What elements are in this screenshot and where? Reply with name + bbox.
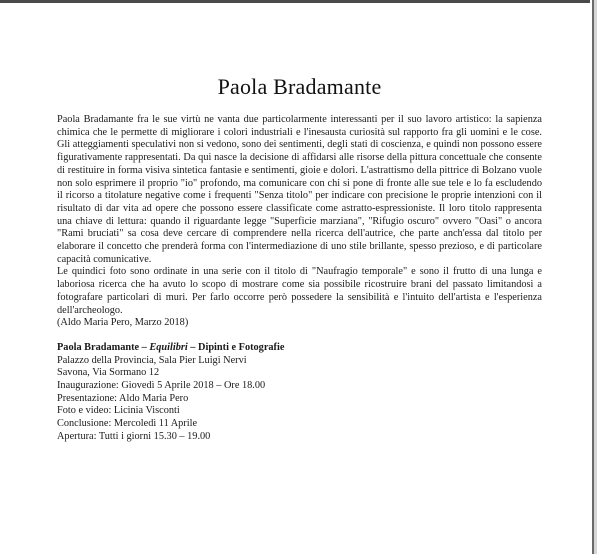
event-venue: Palazzo della Provincia, Sala Pier Luigi Nervi [57,354,247,366]
event-info [57,342,542,444]
page-top-border [0,0,590,3]
document-body [57,74,542,444]
event-work-title: Equilibri [149,341,188,353]
paragraph-1: Paola Bradamante fra le sue virtù ne vanta due particolarmente interessanti per il suo lavoro artistico: la sapienza chimica che le permette di migliorare i colori industriali e l'inesausta curiosità sul rapporto fra gli uomini e le cose. Gli atteggiamenti speculativi non si vedono, sono dei sentimenti, degli stati di coscienza, e quindi non possono essere figurativamente rappresentati. Da qui nasce la decisione di affidarsi alle risorse della pittura concettuale che consente di restituire in forma visiva sintetica fantasie e sentimenti, gioie e dolori. L'astrattismo della pittrice di Bolzano vuole non solo esprimere il proprio "io" profondo, ma comunicare con chi si pone di fronte alle sue tele e lo fa escludendo il ricorso a titolature negative come i frequenti "Senza titolo" per indicare con precisione le proprie intenzioni con il risultato di dar vita ad opere che possono essere classificate come astratto-espressioniste. Il loro titolo rappresenta una chiave di lettura: quando il riguardante legge "Superficie marziana", "Rifugio oscuro" ovvero "Oasi" o ancora "Rami bruciati" sa cosa deve cercare di comprendere nella ricerca dell'autrice, che parte anch'essa dal titolo per elaborare il concetto che prenderà forma con l'intermediazione di uno stile brillante, spesso prezioso, e di particolare capacità comunicative. [57,114,542,265]
body-text [57,114,542,317]
event-hours: Apertura: Tutti i giorni 15.30 – 19.00 [57,430,211,442]
author-credit: (Aldo Maria Pero, Marzo 2018) [57,317,189,329]
document-title: Paola Bradamante [217,74,382,99]
event-photo-video: Foto e video: Licinia Visconti [57,405,180,417]
event-closing: Conclusione: Mercoledì 11 Aprile [57,418,198,430]
event-subtitle: – Dipinti e Fotografie [187,341,285,353]
event-title [57,342,542,355]
paragraph-2: Le quindici foto sono ordinate in una serie con il titolo di "Naufragio temporale" e sono il frutto di una lunga e laboriosa ricerca che ha avuto lo scopo di mostrare come sia possibile ricostruire brani del passato limitandosi a fotografare particolari di muri. Per farlo occorre però possedere la sensibilità e l'intuito dell'artista e l'esperienza dell'archeologo. [57,266,542,316]
event-opening: Inaugurazione: Giovedì 5 Aprile 2018 – Ore 18.00 [57,380,266,392]
event-address: Savona, Via Sormano 12 [57,367,160,379]
event-presentation: Presentazione: Aldo Maria Pero [57,392,189,404]
event-artist: Paola Bradamante – [57,341,150,353]
